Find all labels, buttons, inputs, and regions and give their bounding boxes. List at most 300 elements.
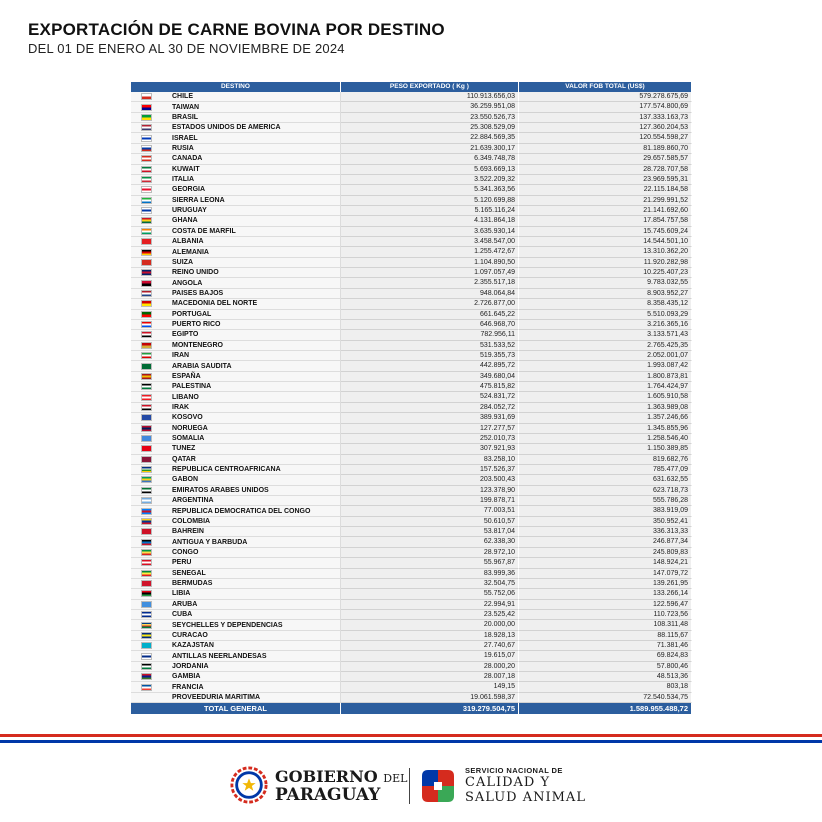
table-row [131,372,692,382]
peso-cell: 2.726.877,00 [341,299,519,309]
destino-cell [131,258,341,268]
destino-name: CURACAO [172,631,208,639]
country-flag-icon [141,331,152,338]
table-row [131,444,692,454]
destino-cell [131,247,341,257]
destino-cell [131,444,341,454]
table-row [131,424,692,434]
destino-name: CHILE [172,93,193,101]
country-flag-icon [141,539,152,546]
table-body [131,92,692,703]
table-row [131,589,692,599]
destino-cell [131,506,341,516]
destino-name: ALEMANIA [172,248,209,256]
table-row [131,496,692,506]
table-row [131,600,692,610]
country-flag-icon [141,155,152,162]
peso-cell: 5.341.363,56 [341,185,519,195]
peso-cell: 55.967,87 [341,558,519,568]
peso-cell: 22.884.569,35 [341,133,519,143]
country-flag-icon [141,487,152,494]
valor-cell: 57.800,46 [519,662,692,672]
destino-cell [131,620,341,630]
country-flag-icon [141,694,152,701]
stripe-blue [0,740,822,743]
peso-cell: 157.526,37 [341,465,519,475]
valor-cell: 88.115,67 [519,631,692,641]
table-row [131,486,692,496]
total-valor: 1.589.955.488,72 [519,703,692,714]
country-flag-icon [141,642,152,649]
destino-cell [131,475,341,485]
destino-cell [131,465,341,475]
peso-cell: 22.994,91 [341,600,519,610]
destino-cell [131,693,341,703]
destino-cell [131,579,341,589]
table-row [131,330,692,340]
country-flag-icon [141,259,152,266]
destino-cell [131,589,341,599]
peso-cell: 110.913.656,03 [341,92,519,102]
destino-name: TAIWAN [172,103,200,111]
valor-cell: 383.919,09 [519,506,692,516]
footer [0,760,822,820]
destino-name: ARUBA [172,600,198,608]
table-row [131,579,692,589]
peso-cell: 948.064,84 [341,289,519,299]
destino-name: GHANA [172,217,198,225]
country-flag-icon [141,300,152,307]
destino-name: RUSIA [172,144,194,152]
destino-name: MONTENEGRO [172,341,223,349]
peso-cell: 475.815,82 [341,382,519,392]
table-row [131,475,692,485]
destino-name: BERMUDAS [172,580,213,588]
destino-name: GEORGIA [172,186,206,194]
peso-cell: 77.003,51 [341,506,519,516]
destino-cell [131,154,341,164]
destino-cell [131,237,341,247]
table-row [131,537,692,547]
country-flag-icon [141,497,152,504]
valor-cell: 1.258.546,40 [519,434,692,444]
valor-cell: 120.554.598,27 [519,133,692,143]
valor-cell: 819.682,76 [519,455,692,465]
table-row [131,662,692,672]
destino-name: TUNEZ [172,445,196,453]
destino-name: ESPAÑA [172,372,201,380]
peso-cell: 442.895,72 [341,361,519,371]
peso-cell: 5.693.669,13 [341,165,519,175]
peso-cell: 1.097.057,49 [341,268,519,278]
peso-cell: 782.956,11 [341,330,519,340]
country-flag-icon [141,456,152,463]
table-row [131,506,692,516]
table-row [131,558,692,568]
peso-cell: 32.504,75 [341,579,519,589]
senacsa-line1: SERVICIO NACIONAL DE [465,766,563,775]
destino-name: GAMBIA [172,673,201,681]
peso-cell: 284.052,72 [341,403,519,413]
valor-cell: 1.363.989,08 [519,403,692,413]
country-flag-icon [141,228,152,235]
table-row [131,258,692,268]
destino-cell [131,496,341,506]
country-flag-icon [141,383,152,390]
table-row [131,631,692,641]
destino-name: ANTIGUA Y BARBUDA [172,538,248,546]
peso-cell: 123.378,90 [341,486,519,496]
destino-name: REPUBLICA DEMOCRATICA DEL CONGO [172,507,311,515]
country-flag-icon [141,445,152,452]
peso-cell: 5.165.116,24 [341,206,519,216]
peso-cell: 661.645,22 [341,310,519,320]
destino-name: SENEGAL [172,569,206,577]
valor-cell: 2.052.001,07 [519,351,692,361]
table-row [131,569,692,579]
valor-cell: 8.358.435,12 [519,299,692,309]
peso-cell: 28.000,20 [341,662,519,672]
peso-cell: 50.610,57 [341,517,519,527]
destino-name: ALBANIA [172,238,204,246]
country-flag-icon [141,414,152,421]
peso-cell: 62.338,30 [341,537,519,547]
gobierno-logo-text [275,768,407,804]
destino-cell [131,196,341,206]
country-flag-icon [141,404,152,411]
country-flag-icon [141,528,152,535]
destino-cell [131,227,341,237]
country-flag-icon [141,570,152,577]
peso-cell: 519.355,73 [341,351,519,361]
valor-cell: 579.278.675,69 [519,92,692,102]
destino-name: BAHREIN [172,528,204,536]
gobierno-word: GOBIERNO [275,767,378,786]
valor-cell: 803,18 [519,682,692,692]
peso-cell: 5.120.699,88 [341,196,519,206]
table-row [131,289,692,299]
country-flag-icon [141,580,152,587]
column-header-destino: DESTINO [131,82,341,92]
senacsa-line2: CALIDAD Y [465,775,551,790]
destino-name: NORUEGA [172,424,208,432]
destino-cell [131,631,341,641]
destino-name: IRAK [172,403,190,411]
country-flag-icon [141,373,152,380]
country-flag-icon [141,663,152,670]
peso-cell: 127.277,57 [341,424,519,434]
peso-cell: 524.831,72 [341,392,519,402]
destino-cell [131,641,341,651]
destino-name: ITALIA [172,176,195,184]
peso-cell: 2.355.517,18 [341,278,519,288]
table-row [131,382,692,392]
destino-cell [131,486,341,496]
table-row [131,165,692,175]
destino-cell [131,651,341,661]
peso-cell: 252.010,73 [341,434,519,444]
valor-cell: 245.809,83 [519,548,692,558]
peso-cell: 531.533,52 [341,341,519,351]
peso-cell: 203.500,43 [341,475,519,485]
valor-cell: 350.952,41 [519,517,692,527]
country-flag-icon [141,311,152,318]
valor-cell: 13.310.362,20 [519,247,692,257]
destino-name: URUGUAY [172,207,207,215]
valor-cell: 22.115.184,58 [519,185,692,195]
destino-cell [131,662,341,672]
destino-cell [131,682,341,692]
valor-cell: 148.924,21 [519,558,692,568]
table-row [131,455,692,465]
country-flag-icon [141,518,152,525]
table-row [131,92,692,102]
destino-name: KUWAIT [172,165,200,173]
destino-name: SOMALIA [172,435,205,443]
valor-cell: 177.574.800,69 [519,102,692,112]
peso-cell: 25.308.529,09 [341,123,519,133]
valor-cell: 23.969.595,31 [519,175,692,185]
destino-cell [131,610,341,620]
destino-name: LIBIA [172,590,191,598]
destino-name: EGIPTO [172,331,199,339]
valor-cell: 72.540.534,75 [519,693,692,703]
table-row [131,392,692,402]
destino-name: CANADA [172,155,203,163]
destino-cell [131,424,341,434]
destino-cell [131,569,341,579]
peso-cell: 83.258,10 [341,455,519,465]
destino-cell [131,403,341,413]
senacsa-logo-icon [418,766,458,806]
destino-cell [131,185,341,195]
destino-cell [131,351,341,361]
table-row [131,113,692,123]
table-row [131,299,692,309]
country-flag-icon [141,363,152,370]
peso-cell: 28.972,10 [341,548,519,558]
destino-cell [131,455,341,465]
destino-name: KOSOVO [172,414,203,422]
table-row [131,227,692,237]
table-row [131,268,692,278]
valor-cell: 3.133.571,43 [519,330,692,340]
table-row [131,641,692,651]
country-flag-icon [141,197,152,204]
destino-cell [131,413,341,423]
valor-cell: 1.150.389,85 [519,444,692,454]
country-flag-icon [141,321,152,328]
logo-divider [409,768,410,804]
peso-cell: 27.740,67 [341,641,519,651]
destino-cell [131,102,341,112]
valor-cell: 1.764.424,97 [519,382,692,392]
destino-name: GABON [172,476,199,484]
destino-name: JORDANIA [172,662,209,670]
table-row [131,144,692,154]
table-row [131,361,692,371]
valor-cell: 623.718,73 [519,486,692,496]
country-flag-icon [141,249,152,256]
peso-cell: 646.968,70 [341,320,519,330]
country-flag-icon [141,166,152,173]
paraguay-word: PARAGUAY [275,785,381,805]
table-row [131,154,692,164]
valor-cell: 1.993.087,42 [519,361,692,371]
destino-cell [131,320,341,330]
valor-cell: 2.765.425,35 [519,341,692,351]
valor-cell: 5.510.093,29 [519,310,692,320]
table-row [131,206,692,216]
peso-cell: 199.878,71 [341,496,519,506]
destino-name: COLOMBIA [172,517,211,525]
table-row [131,682,692,692]
valor-cell: 122.596,47 [519,600,692,610]
senacsa-line3: SALUD ANIMAL [465,790,586,805]
table-row [131,185,692,195]
country-flag-icon [141,352,152,359]
destino-name: CONGO [172,548,199,556]
peso-cell: 21.639.300,17 [341,144,519,154]
valor-cell: 1.357.246,66 [519,413,692,423]
country-flag-icon [141,508,152,515]
destino-cell [131,341,341,351]
table-row [131,278,692,288]
valor-cell: 555.786,28 [519,496,692,506]
peso-cell: 307.921,93 [341,444,519,454]
destino-cell [131,372,341,382]
destino-name: BRASIL [172,113,199,121]
valor-cell: 133.266,14 [519,589,692,599]
table-row [131,527,692,537]
destino-name: MACEDONIA DEL NORTE [172,300,258,308]
valor-cell: 127.360.204,53 [519,123,692,133]
valor-cell: 1.605.910,58 [519,392,692,402]
senacsa-logo-text [465,766,586,805]
table-row [131,693,692,703]
destino-cell [131,123,341,133]
destino-name: PUERTO RICO [172,321,221,329]
valor-cell: 15.745.609,24 [519,227,692,237]
country-flag-icon [141,280,152,287]
destino-cell [131,548,341,558]
page-subtitle: DEL 01 DE ENERO AL 30 DE NOVIEMBRE DE 2024 [28,41,345,56]
destino-name: FRANCIA [172,683,204,691]
peso-cell: 36.259.951,08 [341,102,519,112]
country-flag-icon [141,611,152,618]
table-row [131,548,692,558]
destino-name: KAZAJSTAN [172,642,214,650]
valor-cell: 147.079,72 [519,569,692,579]
valor-cell: 71.381,46 [519,641,692,651]
peso-cell: 1.104.890,50 [341,258,519,268]
destino-name: ARGENTINA [172,497,214,505]
destino-cell [131,517,341,527]
valor-cell: 81.189.860,70 [519,144,692,154]
valor-cell: 110.723,56 [519,610,692,620]
destino-cell [131,299,341,309]
country-flag-icon [141,269,152,276]
country-flag-icon [141,290,152,297]
valor-cell: 29.657.585,57 [519,154,692,164]
destino-cell [131,600,341,610]
country-flag-icon [141,217,152,224]
country-flag-icon [141,135,152,142]
valor-cell: 69.824,83 [519,651,692,661]
peso-cell: 6.349.748,78 [341,154,519,164]
peso-cell: 83.999,36 [341,569,519,579]
table-row [131,651,692,661]
country-flag-icon [141,114,152,121]
valor-cell: 8.903.952,27 [519,289,692,299]
valor-cell: 336.313,33 [519,527,692,537]
peso-cell: 20.000,00 [341,620,519,630]
peso-cell: 3.635.930,14 [341,227,519,237]
country-flag-icon [141,476,152,483]
destino-cell [131,133,341,143]
country-flag-icon [141,466,152,473]
total-peso: 319.279.504,75 [341,703,519,714]
destino-cell [131,216,341,226]
country-flag-icon [141,394,152,401]
destino-cell [131,527,341,537]
destino-name: ARABIA SAUDITA [172,362,232,370]
table-row [131,465,692,475]
table-row [131,434,692,444]
table-row [131,351,692,361]
destino-name: REPUBLICA CENTROAFRICANA [172,466,281,474]
table-row [131,403,692,413]
valor-cell: 14.544.501,10 [519,237,692,247]
country-flag-icon [141,684,152,691]
peso-cell: 23.550.526,73 [341,113,519,123]
country-flag-icon [141,435,152,442]
country-flag-icon [141,207,152,214]
table-row [131,413,692,423]
peso-cell: 3.458.547,00 [341,237,519,247]
valor-cell: 28.728.707,58 [519,165,692,175]
table-row [131,341,692,351]
country-flag-icon [141,601,152,608]
table-row [131,102,692,112]
country-flag-icon [141,549,152,556]
peso-cell: 389.931,69 [341,413,519,423]
country-flag-icon [141,590,152,597]
destino-name: LIBANO [172,393,199,401]
peso-cell: 23.525,42 [341,610,519,620]
valor-cell: 21.299.991,52 [519,196,692,206]
destino-name: ANTILLAS NEERLANDESAS [172,652,267,660]
destino-name: EMIRATOS ARABES UNIDOS [172,486,269,494]
table-row [131,610,692,620]
destino-cell [131,289,341,299]
peso-cell: 149,15 [341,682,519,692]
country-flag-icon [141,145,152,152]
country-flag-icon [141,673,152,680]
destino-cell [131,392,341,402]
table-row [131,123,692,133]
destino-cell [131,558,341,568]
destino-cell [131,92,341,102]
destino-name: ESTADOS UNIDOS DE AMERICA [172,124,281,132]
destino-name: QATAR [172,455,196,463]
column-header-valor: VALOR FOB TOTAL (US$) [519,82,692,92]
table-row [131,175,692,185]
destino-cell [131,268,341,278]
valor-cell: 11.920.282,98 [519,258,692,268]
country-flag-icon [141,622,152,629]
valor-cell: 1.800.873,81 [519,372,692,382]
